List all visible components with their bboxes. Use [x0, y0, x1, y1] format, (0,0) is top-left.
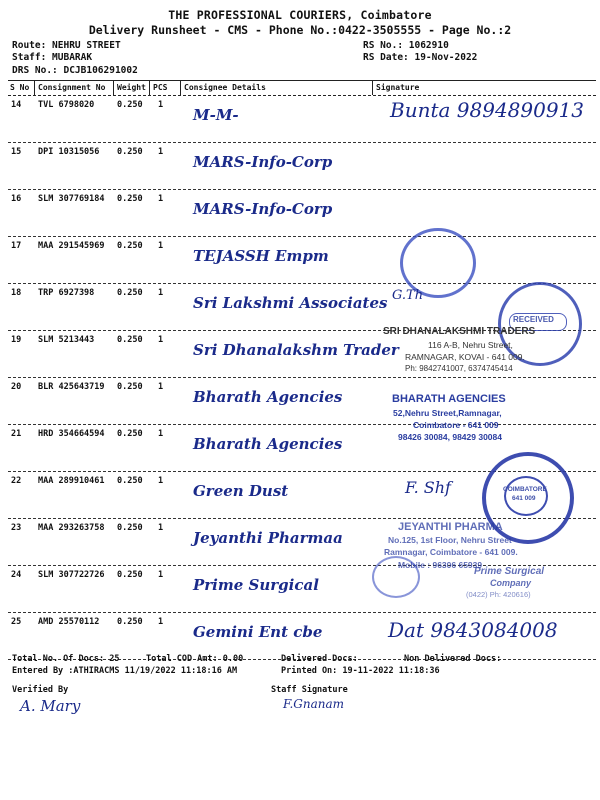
row-pcs: 1: [158, 382, 164, 392]
row-consignee-handwritten: M-M-: [193, 106, 239, 124]
row-sno: 15: [11, 147, 22, 157]
col-sno: S No: [10, 83, 30, 92]
stamp-dhana-addr: 116 A-B, Nehru Street,: [428, 340, 513, 350]
row-consignment-no: HRD 354664594: [38, 429, 105, 439]
row-sno: 22: [11, 476, 22, 486]
row-pcs: 1: [158, 194, 164, 204]
row-consignment-no: SLM 307769184: [38, 194, 105, 204]
row-sno: 17: [11, 241, 22, 251]
row-consignment-no: SLM 307722726: [38, 570, 105, 580]
row-consignee-handwritten: MARS-Info-Corp: [193, 200, 333, 218]
drs-number: DRS No.: DCJB106291002: [12, 65, 138, 76]
row-consignee-handwritten: TEJASSH Empm: [193, 247, 329, 265]
stamp-jeyanthi-city: Ramnagar, Coimbatore - 641 009.: [384, 547, 518, 557]
rs-number: RS No.: 1062910: [363, 40, 449, 51]
row-weight: 0.250: [117, 476, 143, 486]
row-pcs: 1: [158, 288, 164, 298]
stamp-bharath-addr: 52,Nehru Street,Ramnagar,: [393, 408, 502, 418]
non-delivered-docs: Non Delivered Docs:: [404, 654, 502, 664]
rs-date: RS Date: 19-Nov-2022: [363, 52, 478, 63]
signature-25: Dat 9843084008: [388, 618, 558, 642]
row-consignment-no: MAA 293263758: [38, 523, 105, 533]
col-weight: Weight: [117, 83, 146, 92]
row-pcs: 1: [158, 570, 164, 580]
total-docs: Total No. Of Docs: 25: [12, 654, 120, 664]
verified-by-label: Verified By: [12, 685, 69, 695]
stamp-green-dust: COIMBATORE 641 009: [482, 452, 574, 544]
staff-signature-label: Staff Signature: [271, 685, 348, 695]
staff-label: Staff: MUBARAK: [12, 52, 93, 63]
stamp-bharath-phone: 98426 30084, 98429 30084: [398, 432, 502, 442]
row-sno: 20: [11, 382, 22, 392]
row-weight: 0.250: [117, 100, 143, 110]
total-cod: Total COD Amt: 0.00: [146, 654, 244, 664]
row-weight: 0.250: [117, 241, 143, 251]
row-consignee-handwritten: Bharath Agencies: [193, 388, 343, 406]
row-consignee-handwritten: Gemini Ent cbe: [193, 623, 323, 641]
row-consignment-no: DPI 10315056: [38, 147, 100, 157]
row-weight: 0.250: [117, 288, 143, 298]
row-pcs: 1: [158, 100, 164, 110]
row-weight: 0.250: [117, 429, 143, 439]
table-row: [8, 378, 596, 425]
stamp-jeyanthi-mobile: Mobile : 96306 65939: [398, 560, 483, 570]
delivered-docs: Delivered Docs:: [281, 654, 358, 664]
col-consignment: Consignment No: [38, 83, 106, 92]
row-weight: 0.250: [117, 147, 143, 157]
row-pcs: 1: [158, 617, 164, 627]
row-consignee-handwritten: Prime Surgical: [193, 576, 319, 594]
signature-14: Bunta 9894890913: [390, 98, 585, 122]
row-sno: 18: [11, 288, 22, 298]
row-sno: 25: [11, 617, 22, 627]
stamp-prime-phone: (0422) Ph: 420616): [466, 590, 531, 599]
stamp-bharath-name: BHARATH AGENCIES: [392, 393, 506, 405]
table-row: [8, 237, 596, 284]
row-consignee-handwritten: Bharath Agencies: [193, 435, 343, 453]
row-consignment-no: MAA 289910461: [38, 476, 105, 486]
row-sno: 21: [11, 429, 22, 439]
stamp-bharath-city: Coimbatore - 641 009: [413, 420, 499, 430]
stamp-lakshmi: RECEIVED: [498, 282, 582, 366]
row-consignment-no: BLR 425643719: [38, 382, 105, 392]
signature-22: F. Shf: [405, 478, 451, 497]
stamp-dhana-phone: Ph: 9842741007, 6374745414: [405, 364, 513, 373]
row-consignee-handwritten: Jeyanthi Pharmaa: [193, 529, 343, 547]
table-row: [8, 143, 596, 190]
stamp-dhana-name: SRI DHANALAKSHMI TRADERS: [383, 326, 536, 337]
row-weight: 0.250: [117, 617, 143, 627]
row-pcs: 1: [158, 476, 164, 486]
stamp-prime-company: Company: [490, 578, 532, 588]
col-consignee: Consignee Details: [184, 83, 266, 92]
row-sno: 24: [11, 570, 22, 580]
row-sno: 16: [11, 194, 22, 204]
row-consignee-handwritten: Sri Dhanalakshm Trader: [193, 341, 399, 359]
route-label: Route: NEHRU STREET: [12, 40, 121, 51]
col-pcs: PCS: [153, 83, 168, 92]
verified-signature: A. Mary: [20, 697, 81, 715]
row-pcs: 1: [158, 429, 164, 439]
row-consignee-handwritten: MARS-Info-Corp: [193, 153, 333, 171]
stamp-prime: [372, 556, 420, 598]
row-sno: 19: [11, 335, 22, 345]
table-header: [8, 80, 596, 96]
row-consignment-no: SLM 5213443: [38, 335, 95, 345]
runsheet-subtitle: Delivery Runsheet - CMS - Phone No.:0422-3505555 - Page No.:2: [88, 23, 512, 37]
row-pcs: 1: [158, 241, 164, 251]
row-weight: 0.250: [117, 382, 143, 392]
stamp-jeyanthi-addr: No.125, 1st Floor, Nehru Street: [388, 535, 512, 545]
stamp-dhana-city: RAMNAGAR, KOVAI - 641 009.: [405, 352, 525, 362]
row-sno: 14: [11, 100, 22, 110]
col-signature: Signature: [376, 83, 420, 92]
entered-by: Entered By :ATHIRACMS 11/19/2022 11:18:16 AM: [12, 666, 238, 676]
row-weight: 0.250: [117, 570, 143, 580]
row-sno: 23: [11, 523, 22, 533]
row-pcs: 1: [158, 147, 164, 157]
row-consignee-handwritten: Green Dust: [193, 482, 289, 500]
stamp-jeyanthi-name: JEYANTHI PHARMA: [398, 521, 503, 533]
stamp-prime-name: Prime Surgical: [474, 566, 545, 577]
signature-18: G.Th: [392, 288, 424, 303]
row-pcs: 1: [158, 523, 164, 533]
row-weight: 0.250: [117, 194, 143, 204]
row-consignment-no: MAA 291545969: [38, 241, 105, 251]
row-pcs: 1: [158, 335, 164, 345]
row-weight: 0.250: [117, 335, 143, 345]
staff-signature: F.Gnanam: [283, 697, 345, 711]
printed-on: Printed On: 19-11-2022 11:18:36: [281, 666, 440, 676]
company-title: THE PROFESSIONAL COURIERS, Coimbatore: [168, 8, 432, 22]
table-row: [8, 190, 596, 237]
row-consignment-no: AMD 25570112: [38, 617, 100, 627]
row-consignee-handwritten: Sri Lakshmi Associates: [193, 294, 388, 312]
row-consignment-no: TVL 6798020: [38, 100, 95, 110]
row-consignment-no: TRP 6927398: [38, 288, 95, 298]
row-weight: 0.250: [117, 523, 143, 533]
